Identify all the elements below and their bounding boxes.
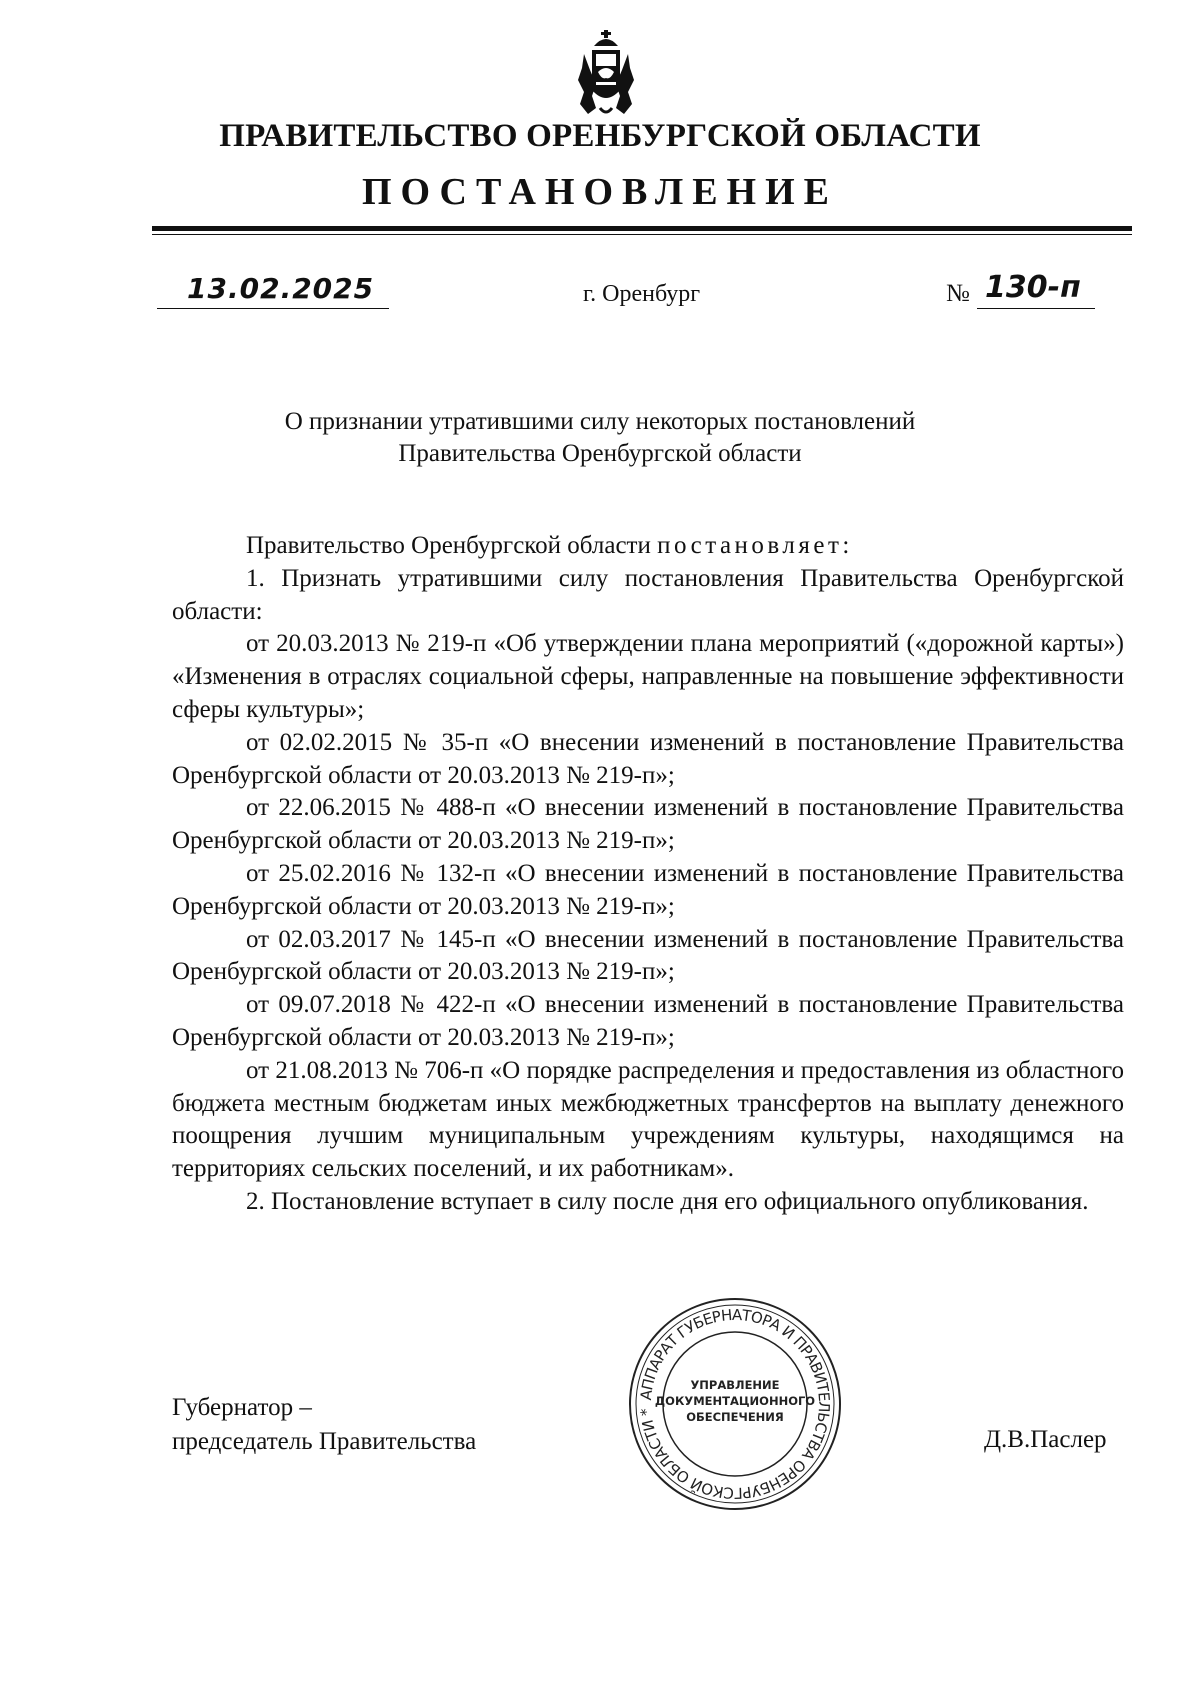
document-title bbox=[0, 406, 1200, 470]
intro-paragraph bbox=[172, 530, 1124, 563]
date-field bbox=[157, 272, 389, 309]
number-label: № bbox=[946, 280, 970, 307]
intro-action: постановляет: bbox=[657, 532, 853, 559]
stamp-center-line-1: УПРАВЛЕНИЕ bbox=[690, 1378, 780, 1392]
signatory-position bbox=[172, 1391, 476, 1459]
list-item: от 20.03.2013 № 219-п «Об утверждении плана мероприятий («дорожной карты») «Изменения в отраслях социальной сферы, направленные на повышение эффективности сферы культуры»; bbox=[172, 630, 1124, 723]
document-number: 130-п bbox=[985, 270, 1081, 305]
list-item: от 22.06.2015 № 488-п «О внесении изменений в постановление Правительства Оренбургской области от 20.03.2013 № 219-п»; bbox=[172, 794, 1124, 855]
position-line-2: председатель Правительства bbox=[172, 1428, 477, 1455]
intro-prefix: Правительство Оренбургской области bbox=[246, 532, 658, 559]
document-city: г. Оренбург bbox=[583, 281, 701, 307]
document-type: ПОСТАНОВЛЕНИЕ bbox=[361, 171, 839, 213]
coat-of-arms-icon bbox=[574, 28, 638, 118]
list-item: от 02.03.2017 № 145-п «О внесении изменений в постановление Правительства Оренбургской области от 20.03.2013 № 219-п»; bbox=[172, 925, 1124, 986]
title-line-1: О признании утратившими силу некоторых постановлений bbox=[284, 408, 916, 435]
header-rule-thick bbox=[152, 226, 1132, 231]
document-body bbox=[172, 530, 1124, 1219]
paragraph-1: 1. Признать утратившими силу постановления Правительства Оренбургской области: bbox=[172, 564, 1124, 625]
official-stamp bbox=[626, 1295, 844, 1513]
stamp-center-line-3: ОБЕСПЕЧЕНИЯ bbox=[686, 1410, 784, 1424]
title-line-2: Правительства Оренбургской области bbox=[398, 440, 802, 467]
document-date: 13.02.2025 bbox=[187, 272, 375, 305]
list-item: от 02.02.2015 № 35-п «О внесении изменений в постановление Правительства Оренбургской области от 20.03.2013 № 219-п»; bbox=[172, 728, 1124, 789]
stamp-ring-text: АППАРАТ ГУБЕРНАТОРА И ПРАВИТЕЛЬСТВА ОРЕНБУРГСКОЙ ОБЛАСТИ * bbox=[636, 1305, 834, 1503]
position-line-1: Губернатор – bbox=[172, 1394, 312, 1421]
list-item: от 25.02.2016 № 132-п «О внесении изменений в постановление Правительства Оренбургской области от 20.03.2013 № 219-п»; bbox=[172, 859, 1124, 920]
stamp-center-line-2: ДОКУМЕНТАЦИОННОГО bbox=[654, 1394, 816, 1408]
number-field bbox=[977, 272, 1095, 309]
header-rule-thin bbox=[152, 234, 1132, 235]
paragraph-2: 2. Постановление вступает в силу после дня его официального опубликования. bbox=[246, 1187, 1089, 1215]
signatory-name: Д.В.Паслер bbox=[984, 1426, 1107, 1453]
list-item: от 21.08.2013 № 706-п «О порядке распределения и предоставления из областного бюджета местным бюджетам иных межбюджетных трансфертов на выплату денежного поощрения лучшим муниципальным учреждениям культуры, находящимся на территориях сельских поселений, и их работникам». bbox=[172, 1056, 1124, 1183]
list-item: от 09.07.2018 № 422-п «О внесении изменений в постановление Правительства Оренбургской области от 20.03.2013 № 219-п»; bbox=[172, 991, 1124, 1051]
organization-name: ПРАВИТЕЛЬСТВО ОРЕНБУРГСКОЙ ОБЛАСТИ bbox=[219, 118, 981, 154]
